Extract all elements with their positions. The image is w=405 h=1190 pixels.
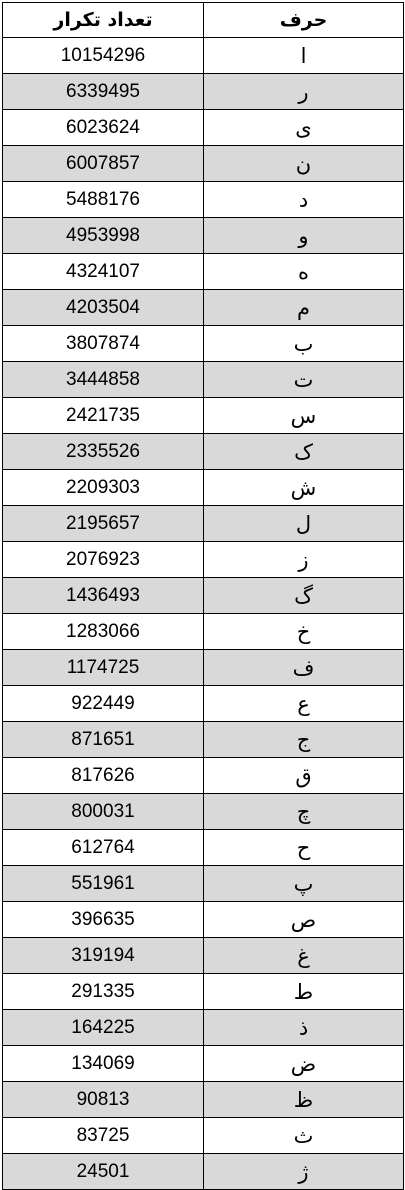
table-row bbox=[3, 722, 404, 758]
letter-cell: ن bbox=[204, 146, 404, 182]
count-cell: 164225 bbox=[3, 1010, 204, 1046]
letter-cell: ف bbox=[204, 650, 404, 686]
count-cell: 1174725 bbox=[3, 650, 204, 686]
count-cell: 6339495 bbox=[3, 74, 204, 110]
count-cell: 551961 bbox=[3, 866, 204, 902]
count-cell: 3444858 bbox=[3, 362, 204, 398]
letter-cell: ق bbox=[204, 758, 404, 794]
table-row bbox=[3, 974, 404, 1010]
letter-cell: ظ bbox=[204, 1082, 404, 1118]
table-row bbox=[3, 290, 404, 326]
count-cell: 90813 bbox=[3, 1082, 204, 1118]
letter-cell: ح bbox=[204, 830, 404, 866]
count-cell: 871651 bbox=[3, 722, 204, 758]
table-row bbox=[3, 254, 404, 290]
count-cell: 800031 bbox=[3, 794, 204, 830]
table-row bbox=[3, 434, 404, 470]
table-row bbox=[3, 470, 404, 506]
count-cell: 2335526 bbox=[3, 434, 204, 470]
table-row bbox=[3, 758, 404, 794]
letter-cell: ی bbox=[204, 110, 404, 146]
letter-cell: ج bbox=[204, 722, 404, 758]
count-cell: 3807874 bbox=[3, 326, 204, 362]
header-row bbox=[3, 3, 404, 38]
letter-cell: ذ bbox=[204, 1010, 404, 1046]
table-body bbox=[3, 38, 404, 1190]
count-cell: 1436493 bbox=[3, 578, 204, 614]
table-row bbox=[3, 1010, 404, 1046]
count-cell: 2209303 bbox=[3, 470, 204, 506]
table-row bbox=[3, 1154, 404, 1190]
table-row bbox=[3, 326, 404, 362]
letter-cell: ص bbox=[204, 902, 404, 938]
table-row bbox=[3, 578, 404, 614]
table-row bbox=[3, 1082, 404, 1118]
letter-cell: س bbox=[204, 398, 404, 434]
letter-cell: ت bbox=[204, 362, 404, 398]
table-row bbox=[3, 398, 404, 434]
letter-cell: ث bbox=[204, 1118, 404, 1154]
table-row bbox=[3, 38, 404, 74]
letter-cell: ز bbox=[204, 542, 404, 578]
letter-cell: غ bbox=[204, 938, 404, 974]
table-row bbox=[3, 506, 404, 542]
letter-frequency-table bbox=[2, 2, 404, 1190]
count-cell: 5488176 bbox=[3, 182, 204, 218]
letter-cell: ع bbox=[204, 686, 404, 722]
letter-cell: ش bbox=[204, 470, 404, 506]
count-cell: 1283066 bbox=[3, 614, 204, 650]
count-cell: 2421735 bbox=[3, 398, 204, 434]
letter-cell: د bbox=[204, 182, 404, 218]
letter-cell: چ bbox=[204, 794, 404, 830]
letter-cell: پ bbox=[204, 866, 404, 902]
count-cell: 612764 bbox=[3, 830, 204, 866]
table-row bbox=[3, 74, 404, 110]
letter-cell: ط bbox=[204, 974, 404, 1010]
letter-cell: ک bbox=[204, 434, 404, 470]
letter-cell: ل bbox=[204, 506, 404, 542]
table-row bbox=[3, 1046, 404, 1082]
table-row bbox=[3, 830, 404, 866]
count-cell: 922449 bbox=[3, 686, 204, 722]
table-row bbox=[3, 866, 404, 902]
table-row bbox=[3, 218, 404, 254]
table-row bbox=[3, 110, 404, 146]
table-row bbox=[3, 182, 404, 218]
table-row bbox=[3, 938, 404, 974]
letter-cell: گ bbox=[204, 578, 404, 614]
letter-cell: ژ bbox=[204, 1154, 404, 1190]
count-cell: 10154296 bbox=[3, 38, 204, 74]
table-row bbox=[3, 1118, 404, 1154]
count-cell: 4953998 bbox=[3, 218, 204, 254]
table-row bbox=[3, 614, 404, 650]
letter-cell: خ bbox=[204, 614, 404, 650]
count-cell: 6007857 bbox=[3, 146, 204, 182]
table-row bbox=[3, 902, 404, 938]
letter-cell: ب bbox=[204, 326, 404, 362]
count-cell: 83725 bbox=[3, 1118, 204, 1154]
count-cell: 24501 bbox=[3, 1154, 204, 1190]
table-row bbox=[3, 146, 404, 182]
count-column-header: تعداد تکرار bbox=[3, 3, 204, 38]
letter-cell: ا bbox=[204, 38, 404, 74]
table-row bbox=[3, 362, 404, 398]
count-cell: 6023624 bbox=[3, 110, 204, 146]
count-cell: 817626 bbox=[3, 758, 204, 794]
letter-cell: م bbox=[204, 290, 404, 326]
letter-cell: ر bbox=[204, 74, 404, 110]
count-cell: 291335 bbox=[3, 974, 204, 1010]
count-cell: 4324107 bbox=[3, 254, 204, 290]
count-cell: 4203504 bbox=[3, 290, 204, 326]
table-row bbox=[3, 686, 404, 722]
letter-cell: ض bbox=[204, 1046, 404, 1082]
count-cell: 319194 bbox=[3, 938, 204, 974]
table-row bbox=[3, 794, 404, 830]
table-row bbox=[3, 542, 404, 578]
count-cell: 2076923 bbox=[3, 542, 204, 578]
letter-cell: و bbox=[204, 218, 404, 254]
count-cell: 2195657 bbox=[3, 506, 204, 542]
count-cell: 134069 bbox=[3, 1046, 204, 1082]
count-cell: 396635 bbox=[3, 902, 204, 938]
letter-column-header: حرف bbox=[204, 3, 404, 38]
table-row bbox=[3, 650, 404, 686]
letter-cell: ه bbox=[204, 254, 404, 290]
